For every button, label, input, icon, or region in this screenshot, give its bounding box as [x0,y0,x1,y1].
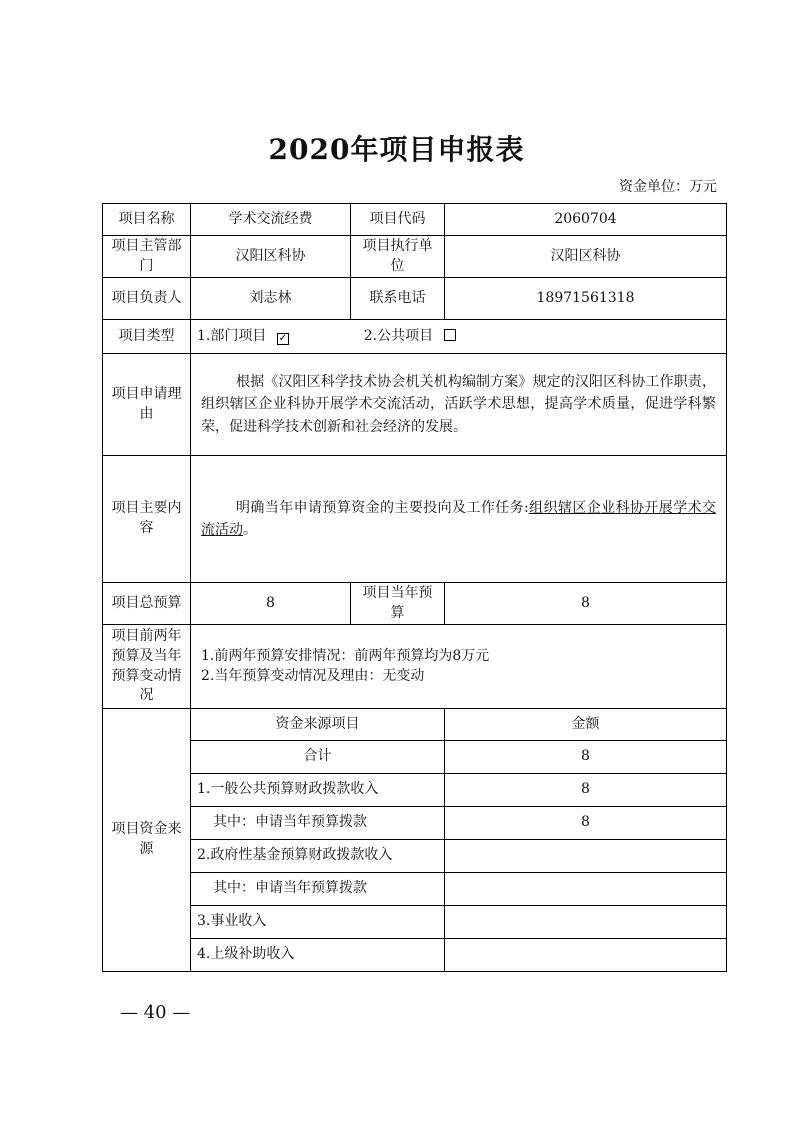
page-number: — 40 — [120,1002,191,1023]
funding-amount-cell: 8 [445,807,727,840]
project-code-label: 项目代码 [351,204,445,236]
total-budget-label: 项目总预算 [103,583,191,625]
project-name-value: 学术交流经费 [191,204,351,236]
funding-source-cell: 1.一般公共预算财政拨款收入 [191,774,445,807]
funding-source-cell: 3.事业收入 [191,906,445,939]
phone-value: 18971561318 [445,278,727,320]
table-row [103,906,727,939]
leader-label: 项目负责人 [103,278,191,320]
public-project-checkbox[interactable] [444,329,456,341]
row-department [103,236,727,278]
main-content-underlined: 组织辖区企业科协开展学术交流活动 [201,499,716,538]
option-public-project-label: 2.公共项目 [363,327,434,344]
currency-unit: 资金单位：万元 [619,179,717,195]
funding-source-cell: 2.政府性基金预算财政拨款收入 [191,840,445,873]
total-budget-value: 8 [191,583,351,625]
application-reason-label: 项目申请理由 [103,354,191,456]
table-row [103,741,727,774]
funding-amount-cell [445,873,727,906]
funding-amount-cell [445,939,727,972]
budget-changes-line-1: 1.前两年预算安排情况：前两年预算均为8万元 [201,647,490,664]
budget-changes-label: 项目前两年预算及当年预算变动情况 [103,625,191,709]
page-title: 2020年项目申报表 [268,133,525,166]
phone-label: 联系电话 [351,278,445,320]
year-budget-label: 项目当年预算 [351,583,445,625]
funding-source-header: 资金来源项目 [191,709,445,741]
application-reason-text: 根据《汉阳区科学技术协会机关机构编制方案》规定的汉阳区科协工作职责，组织辖区企业科协开展学术交流活动，活跃学术思想，提高学术质量，促进学科繁荣，促进科学技术创新和社会经济的发展。 [201,373,716,435]
funding-amount-cell [445,906,727,939]
department-label: 项目主管部门 [103,236,191,278]
funding-source-label: 项目资金来源 [103,709,191,972]
row-leader [103,278,727,320]
option-department-project-label: 1.部门项目 [197,327,267,344]
row-project-name [103,204,727,236]
row-main-content [103,456,727,583]
project-type-label: 项目类型 [103,320,191,354]
row-budget-changes [103,625,727,709]
funding-source-cell: 其中：申请当年预算拨款 [191,807,445,840]
project-type-options [191,320,727,354]
department-value: 汉阳区科协 [191,236,351,278]
budget-changes-line-2: 2.当年预算变动情况及理由：无变动 [201,667,425,684]
row-application-reason [103,354,727,456]
funding-amount-cell: 8 [445,774,727,807]
project-code-value: 2060704 [445,204,727,236]
department-project-checkbox[interactable]: ✓ [278,332,287,344]
funding-source-cell: 4.上级补助收入 [191,939,445,972]
funding-amount-cell [445,840,727,873]
main-content-text: 明确当年申请预算资金的主要投向及工作任务:组织辖区企业科协开展学术交流活动。 [201,499,716,538]
table-row [103,807,727,840]
table-row [103,774,727,807]
funding-source-cell: 合计 [191,741,445,774]
executing-unit-label: 项目执行单位 [351,236,445,278]
executing-unit-value: 汉阳区科协 [445,236,727,278]
row-project-type [103,320,727,354]
year-budget-value: 8 [445,583,727,625]
project-application-table [102,203,727,972]
main-content-label: 项目主要内容 [103,456,191,583]
funding-amount-header: 金额 [445,709,727,741]
leader-value: 刘志林 [191,278,351,320]
table-row [103,840,727,873]
funding-source-cell: 其中：申请当年预算拨款 [191,873,445,906]
funding-amount-cell: 8 [445,741,727,774]
funding-header-row [103,709,727,741]
table-row [103,873,727,906]
table-row [103,939,727,972]
row-budget [103,583,727,625]
project-name-label: 项目名称 [103,204,191,236]
